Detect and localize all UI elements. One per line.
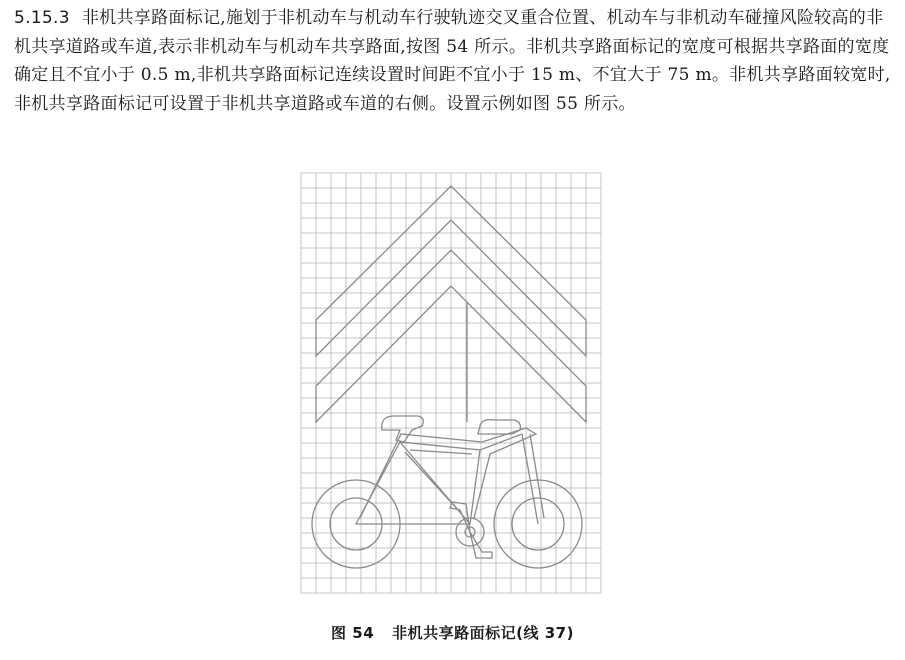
shared-lane-marking-figure — [300, 172, 602, 594]
marking-shapes — [312, 186, 586, 568]
bicycle-frame — [356, 434, 522, 524]
marking-drawing — [300, 172, 602, 594]
body-paragraph — [14, 4, 894, 118]
figure-caption — [0, 622, 905, 643]
paragraph-text: 非机共享路面标记,施划于非机动车与机动车行驶轨迹交叉重合位置、机动车与非机动车碰撞风险较高的非机共享道路或车道,表示非机动车与机动车共享路面,按图 54 所示。非机共享路面标记的宽度可根据共享路面的宽度确定且不宜小于 0.5 m,非机共享路面标记连续设置时间距不宜小于 15 m、不宜大于 75 m。非机共享路面较宽时,非机共享路面标记可设置于非机共享道路或车道的右侧。设置示例如图 55 所示。 — [14, 8, 891, 114]
figure-caption-number: 图 54 — [331, 624, 375, 642]
section-number: 5.15.3 — [14, 8, 70, 28]
figure-caption-title: 非机共享路面标记(线 37) — [392, 624, 574, 642]
bicycle-seat — [382, 416, 424, 442]
grid-lines — [301, 173, 601, 593]
